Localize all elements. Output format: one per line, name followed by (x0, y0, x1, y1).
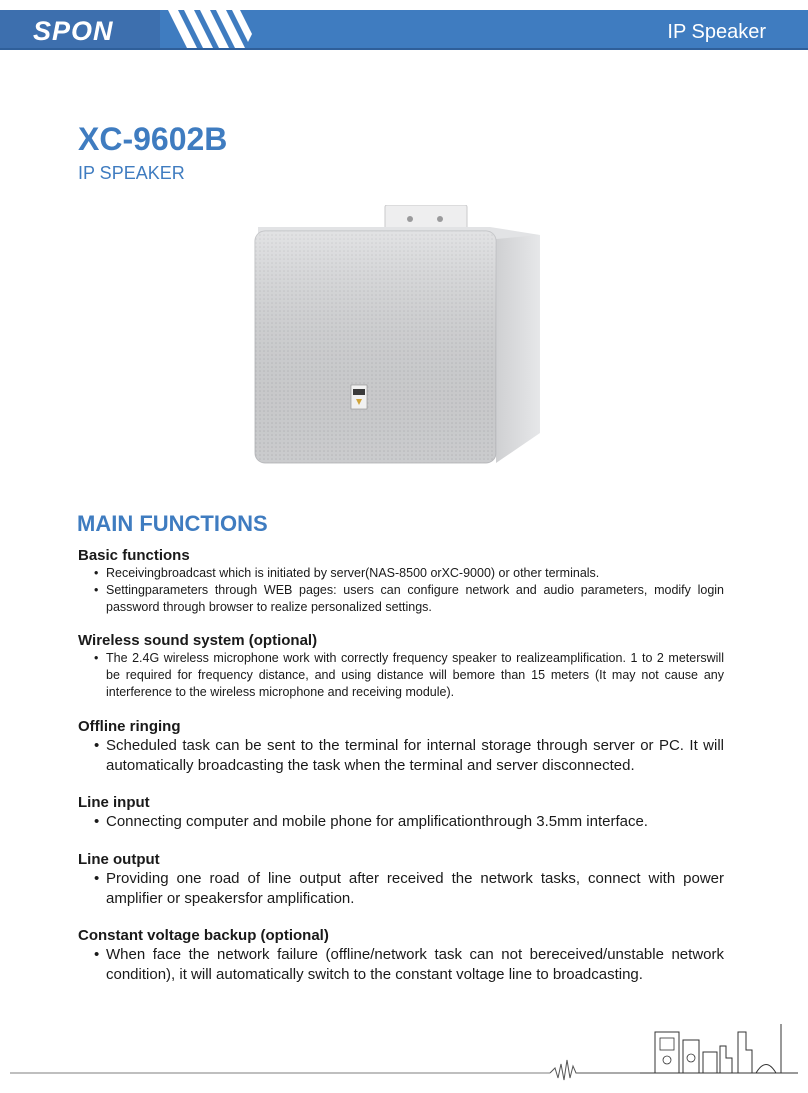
section-heading: Offline ringing (78, 718, 181, 735)
section-heading: Constant voltage backup (optional) (78, 927, 329, 944)
section-heading: Line input (78, 794, 150, 811)
bullet-item: • Connecting computer and mobile phone for amplificationthrough 3.5mm interface. (78, 812, 724, 832)
bullet-list (78, 565, 724, 616)
section-basic-functions (78, 547, 724, 616)
bullet-list (78, 869, 724, 909)
bullet-item: • When face the network failure (offline/network task can not bereceived/unstable network condition), it will automatically switch to the constant voltage line to broadcasting. (78, 945, 724, 985)
bullet-item: • Receivingbroadcast which is initiated by server(NAS-8500 orXC-9000) or other terminals. (78, 565, 724, 582)
footer-decoration (0, 1020, 808, 1093)
section-constant-voltage (78, 927, 724, 985)
bullet-list (78, 650, 724, 701)
bullet-item: • Settingparameters through WEB pages: users can configure network and audio parameters, modify login password through browser to realize personalized settings. (78, 582, 724, 616)
footer-skyline-graphic (0, 1020, 808, 1088)
header-category: IP Speaker (667, 21, 766, 43)
main-functions-title: MAIN FUNCTIONS (77, 511, 268, 536)
header-bar (0, 10, 808, 50)
bullet-item: • Scheduled task can be sent to the terminal for internal storage through server or PC. It will automatically broadcasting the task when the terminal and server disconnected. (78, 736, 724, 776)
product-image (250, 205, 550, 475)
section-line-output (78, 851, 724, 909)
section-offline-ringing (78, 718, 724, 776)
section-heading: Basic functions (78, 547, 190, 564)
section-line-input (78, 794, 724, 832)
section-heading: Line output (78, 851, 160, 868)
bullet-item: • Providing one road of line output after received the network tasks, connect with power amplifier or speakersfor amplification. (78, 869, 724, 909)
section-wireless-sound (78, 632, 724, 701)
product-subtitle: IP SPEAKER (78, 163, 185, 183)
bullet-item: • The 2.4G wireless microphone work with correctly frequency speaker to realizeamplification. 1 to 2 meterswill be required for frequency distance, and using distance will bemore than 15 meters (It may not cause any interference to the wireless microphone and receiving module). (78, 650, 724, 701)
section-heading: Wireless sound system (optional) (78, 632, 318, 649)
brand-logo: SPON (33, 16, 114, 46)
speaker-illustration (250, 205, 550, 470)
product-model-title: XC-9602B (78, 121, 228, 157)
bullet-list (78, 945, 724, 985)
bullet-list (78, 736, 724, 776)
bullet-list (78, 812, 724, 832)
